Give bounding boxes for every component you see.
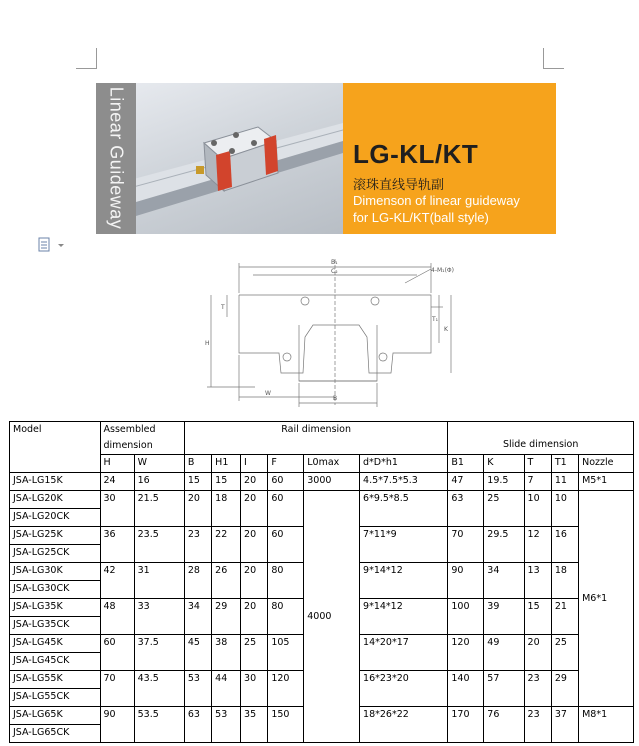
cell-k: 34 [484,563,524,599]
cell-d: 7*11*9 [360,527,448,563]
cell-i: 35 [241,707,268,743]
header-slide: Slide dimension [448,422,634,455]
cell-t1: 25 [551,635,578,671]
cell-k: 76 [484,707,524,743]
cell-h1: 29 [212,599,241,635]
cell-h1: 38 [212,635,241,671]
cell-f: 60 [268,527,304,563]
cell-b: 28 [184,563,211,599]
cell-w: 43.5 [134,671,184,707]
cell-i: 20 [241,491,268,527]
dim-label-b1: B₁ [331,259,338,266]
cell-t: 7 [524,473,551,491]
dim-label-hole: 4-M₁(Φ) [431,267,454,274]
cell-d: 18*26*22 [360,707,448,743]
cell-t1: 29 [551,671,578,707]
col-w: W [134,455,184,473]
col-t1: T1 [551,455,578,473]
cell-t: 15 [524,599,551,635]
cell-t: 12 [524,527,551,563]
cell-i: 20 [241,599,268,635]
cell-model: JSA-LG65K [10,707,101,725]
paste-options-icon[interactable] [38,237,68,253]
cell-i: 25 [241,635,268,671]
dim-label-b: B [333,395,338,402]
header-model: Model [10,422,101,473]
cell-h1: 22 [212,527,241,563]
cell-d: 4.5*7.5*5.3 [360,473,448,491]
guideway-photo [136,83,343,234]
cell-t: 10 [524,491,551,527]
dim-label-t1: T₁ [432,316,439,323]
cell-model-alt: JSA-LG55CK [10,689,101,707]
cell-b: 23 [184,527,211,563]
header-assembled-line1: Assembled [103,424,156,435]
cell-w: 33 [134,599,184,635]
cell-nozzle: M8*1 [579,707,634,743]
cell-h: 42 [100,563,134,599]
cell-k: 25 [484,491,524,527]
cell-model: JSA-LG35K [10,599,101,617]
cell-d: 14*20*17 [360,635,448,671]
cell-h1: 15 [212,473,241,491]
cell-h: 60 [100,635,134,671]
cell-k: 19.5 [484,473,524,491]
crop-mark-top-right [543,48,564,69]
cell-nozzle: M6*1 [579,491,634,707]
col-h: H [100,455,134,473]
cell-d: 6*9.5*8.5 [360,491,448,527]
col-i: I [241,455,268,473]
cell-model-alt: JSA-LG20CK [10,509,101,527]
col-b1: B1 [448,455,484,473]
cell-b: 20 [184,491,211,527]
cross-section-drawing [195,255,455,413]
cell-model: JSA-LG25K [10,527,101,545]
cell-l0max: 4000 [304,491,360,743]
cell-w: 21.5 [134,491,184,527]
cell-b1: 170 [448,707,484,743]
cell-w: 31 [134,563,184,599]
cell-b1: 120 [448,635,484,671]
cell-w: 23.5 [134,527,184,563]
col-t: T [524,455,551,473]
cell-model-alt: JSA-LG30CK [10,581,101,599]
cell-model: JSA-LG55K [10,671,101,689]
cell-w: 16 [134,473,184,491]
cell-i: 30 [241,671,268,707]
cell-d: 9*14*12 [360,599,448,635]
table-row [10,473,634,491]
cell-h1: 26 [212,563,241,599]
dim-label-k: K [444,326,448,333]
cell-f: 80 [268,599,304,635]
cell-f: 80 [268,563,304,599]
col-b: B [184,455,211,473]
cell-b1: 90 [448,563,484,599]
cell-b: 34 [184,599,211,635]
cell-l0max: 3000 [304,473,360,491]
header-rail: Rail dimension [184,422,447,455]
cell-b1: 47 [448,473,484,491]
guideway-photo-image [136,83,343,234]
cell-t1: 16 [551,527,578,563]
cell-model-alt: JSA-LG45CK [10,653,101,671]
cell-b1: 63 [448,491,484,527]
cell-model: JSA-LG20K [10,491,101,509]
cell-model: JSA-LG45K [10,635,101,653]
cell-t1: 10 [551,491,578,527]
dim-label-t: T [221,304,225,311]
cell-b1: 140 [448,671,484,707]
dim-label-c2: C₂ [331,268,338,275]
col-nozzle: Nozzle [579,455,634,473]
col-h1: H1 [212,455,241,473]
cell-k: 57 [484,671,524,707]
cell-t1: 11 [551,473,578,491]
cell-model-alt: JSA-LG65CK [10,725,101,743]
cell-h: 30 [100,491,134,527]
cell-model: JSA-LG15K [10,473,101,491]
dim-label-h: H [205,340,210,347]
cell-i: 20 [241,527,268,563]
model-title: LG-KL/KT [353,139,479,169]
cell-t1: 18 [551,563,578,599]
cell-w: 37.5 [134,635,184,671]
cell-t: 20 [524,635,551,671]
cell-t: 23 [524,671,551,707]
header-assembled [100,422,184,455]
cell-t: 13 [524,563,551,599]
banner-side-text: Linear Guideway [106,86,127,230]
cell-model-alt: JSA-LG25CK [10,545,101,563]
cell-b1: 100 [448,599,484,635]
cell-f: 150 [268,707,304,743]
cell-f: 120 [268,671,304,707]
cell-f: 60 [268,473,304,491]
cell-b: 63 [184,707,211,743]
cell-model-alt: JSA-LG35CK [10,617,101,635]
banner-title-panel [343,83,556,234]
model-subtitle-cn: 滚珠直线导轨副 [353,177,445,192]
cell-i: 20 [241,473,268,491]
cell-b: 53 [184,671,211,707]
cell-h1: 53 [212,707,241,743]
col-l0max: L0max [304,455,360,473]
model-subtitle-en-line2: for LG-KL/KT(ball style) [353,210,489,225]
dimension-table [9,421,634,743]
cell-model: JSA-LG30K [10,563,101,581]
cell-k: 29.5 [484,527,524,563]
cell-b: 15 [184,473,211,491]
model-subtitle-en-line1: Dimenson of linear guideway [353,193,520,208]
cell-h: 90 [100,707,134,743]
cell-h: 70 [100,671,134,707]
dim-label-w: W [265,390,271,397]
cell-nozzle: M5*1 [579,473,634,491]
cell-d: 16*23*20 [360,671,448,707]
table-row [10,491,634,509]
cell-h: 48 [100,599,134,635]
cell-k: 49 [484,635,524,671]
cell-f: 105 [268,635,304,671]
cell-t: 23 [524,707,551,743]
cell-w: 53.5 [134,707,184,743]
cell-b1: 70 [448,527,484,563]
crop-mark-top-left [76,48,97,69]
cell-t1: 21 [551,599,578,635]
cell-k: 39 [484,599,524,635]
banner-side-strip [96,83,136,234]
cell-b: 45 [184,635,211,671]
cell-h1: 44 [212,671,241,707]
cell-t1: 37 [551,707,578,743]
col-f: F [268,455,304,473]
cell-d: 9*14*12 [360,563,448,599]
header-assembled-line2: dimension [103,440,153,451]
product-banner [96,83,556,234]
col-d: d*D*h1 [360,455,448,473]
cell-h: 36 [100,527,134,563]
col-k: K [484,455,524,473]
cell-h: 24 [100,473,134,491]
cell-f: 60 [268,491,304,527]
cell-i: 20 [241,563,268,599]
cell-h1: 18 [212,491,241,527]
